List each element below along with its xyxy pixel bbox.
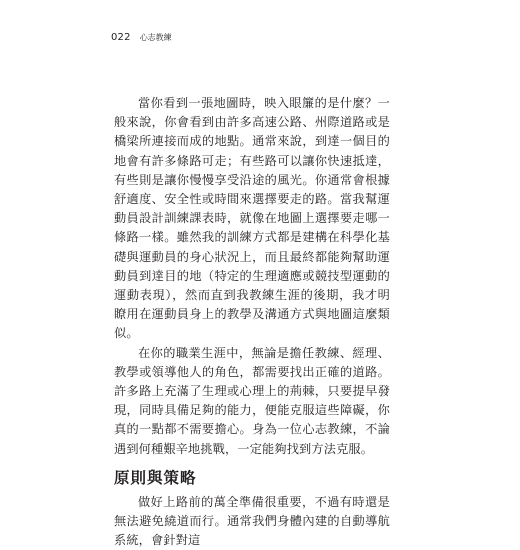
running-header — [111, 32, 172, 46]
paragraph-principles: 做好上路前的萬全準備很重要，不過有時還是無法避免繞道而行。通常我們身體內建的自動導航系統，會針對這 — [114, 494, 390, 548]
running-book-title: 心志教練 — [139, 33, 172, 42]
paragraph-map-analogy: 當你看到一張地圖時，映入眼簾的是什麼？一般來說，你會看到由許多高速公路、州際道路或是橋梁所連接而成的地點。通常來說，到達一個目的地會有許多條路可走；有些路可以讓你快速抵達，有些則是讓你慢慢享受沿途的風光。你通常會根據舒適度、安全性或時間來選擇要走的路。當我幫運動員設計訓練課表時，就像在地圖上選擇要走哪一條路一樣。雖然我的訓練方式都是建構在科學化基礎與運動員的身心狀況上，而且最終都能夠幫助運動員到達目的地（特定的生理適應或競技型運動的運動表現），然而直到我教練生涯的後期，我才明瞭用在運動員身上的教學及溝通方式與地圖這麼類似。 — [114, 96, 390, 341]
section-heading: 原則與策略 — [114, 467, 197, 487]
body-text — [114, 94, 390, 550]
paragraph-career-path: 在你的職業生涯中，無論是擔任教練、經理、教學或領導他人的角色，都需要找出正確的道路。許多路上充滿了生理或心理上的荊棘，只要提早發現，同時具備足夠的能力，便能克服這些障礙，你真的一點都不需要擔心。身為一位心志教練，不論遇到何種艱辛地挑戰，一定能夠找到方法克服。 — [114, 345, 390, 456]
page-number: 022 — [111, 32, 131, 43]
